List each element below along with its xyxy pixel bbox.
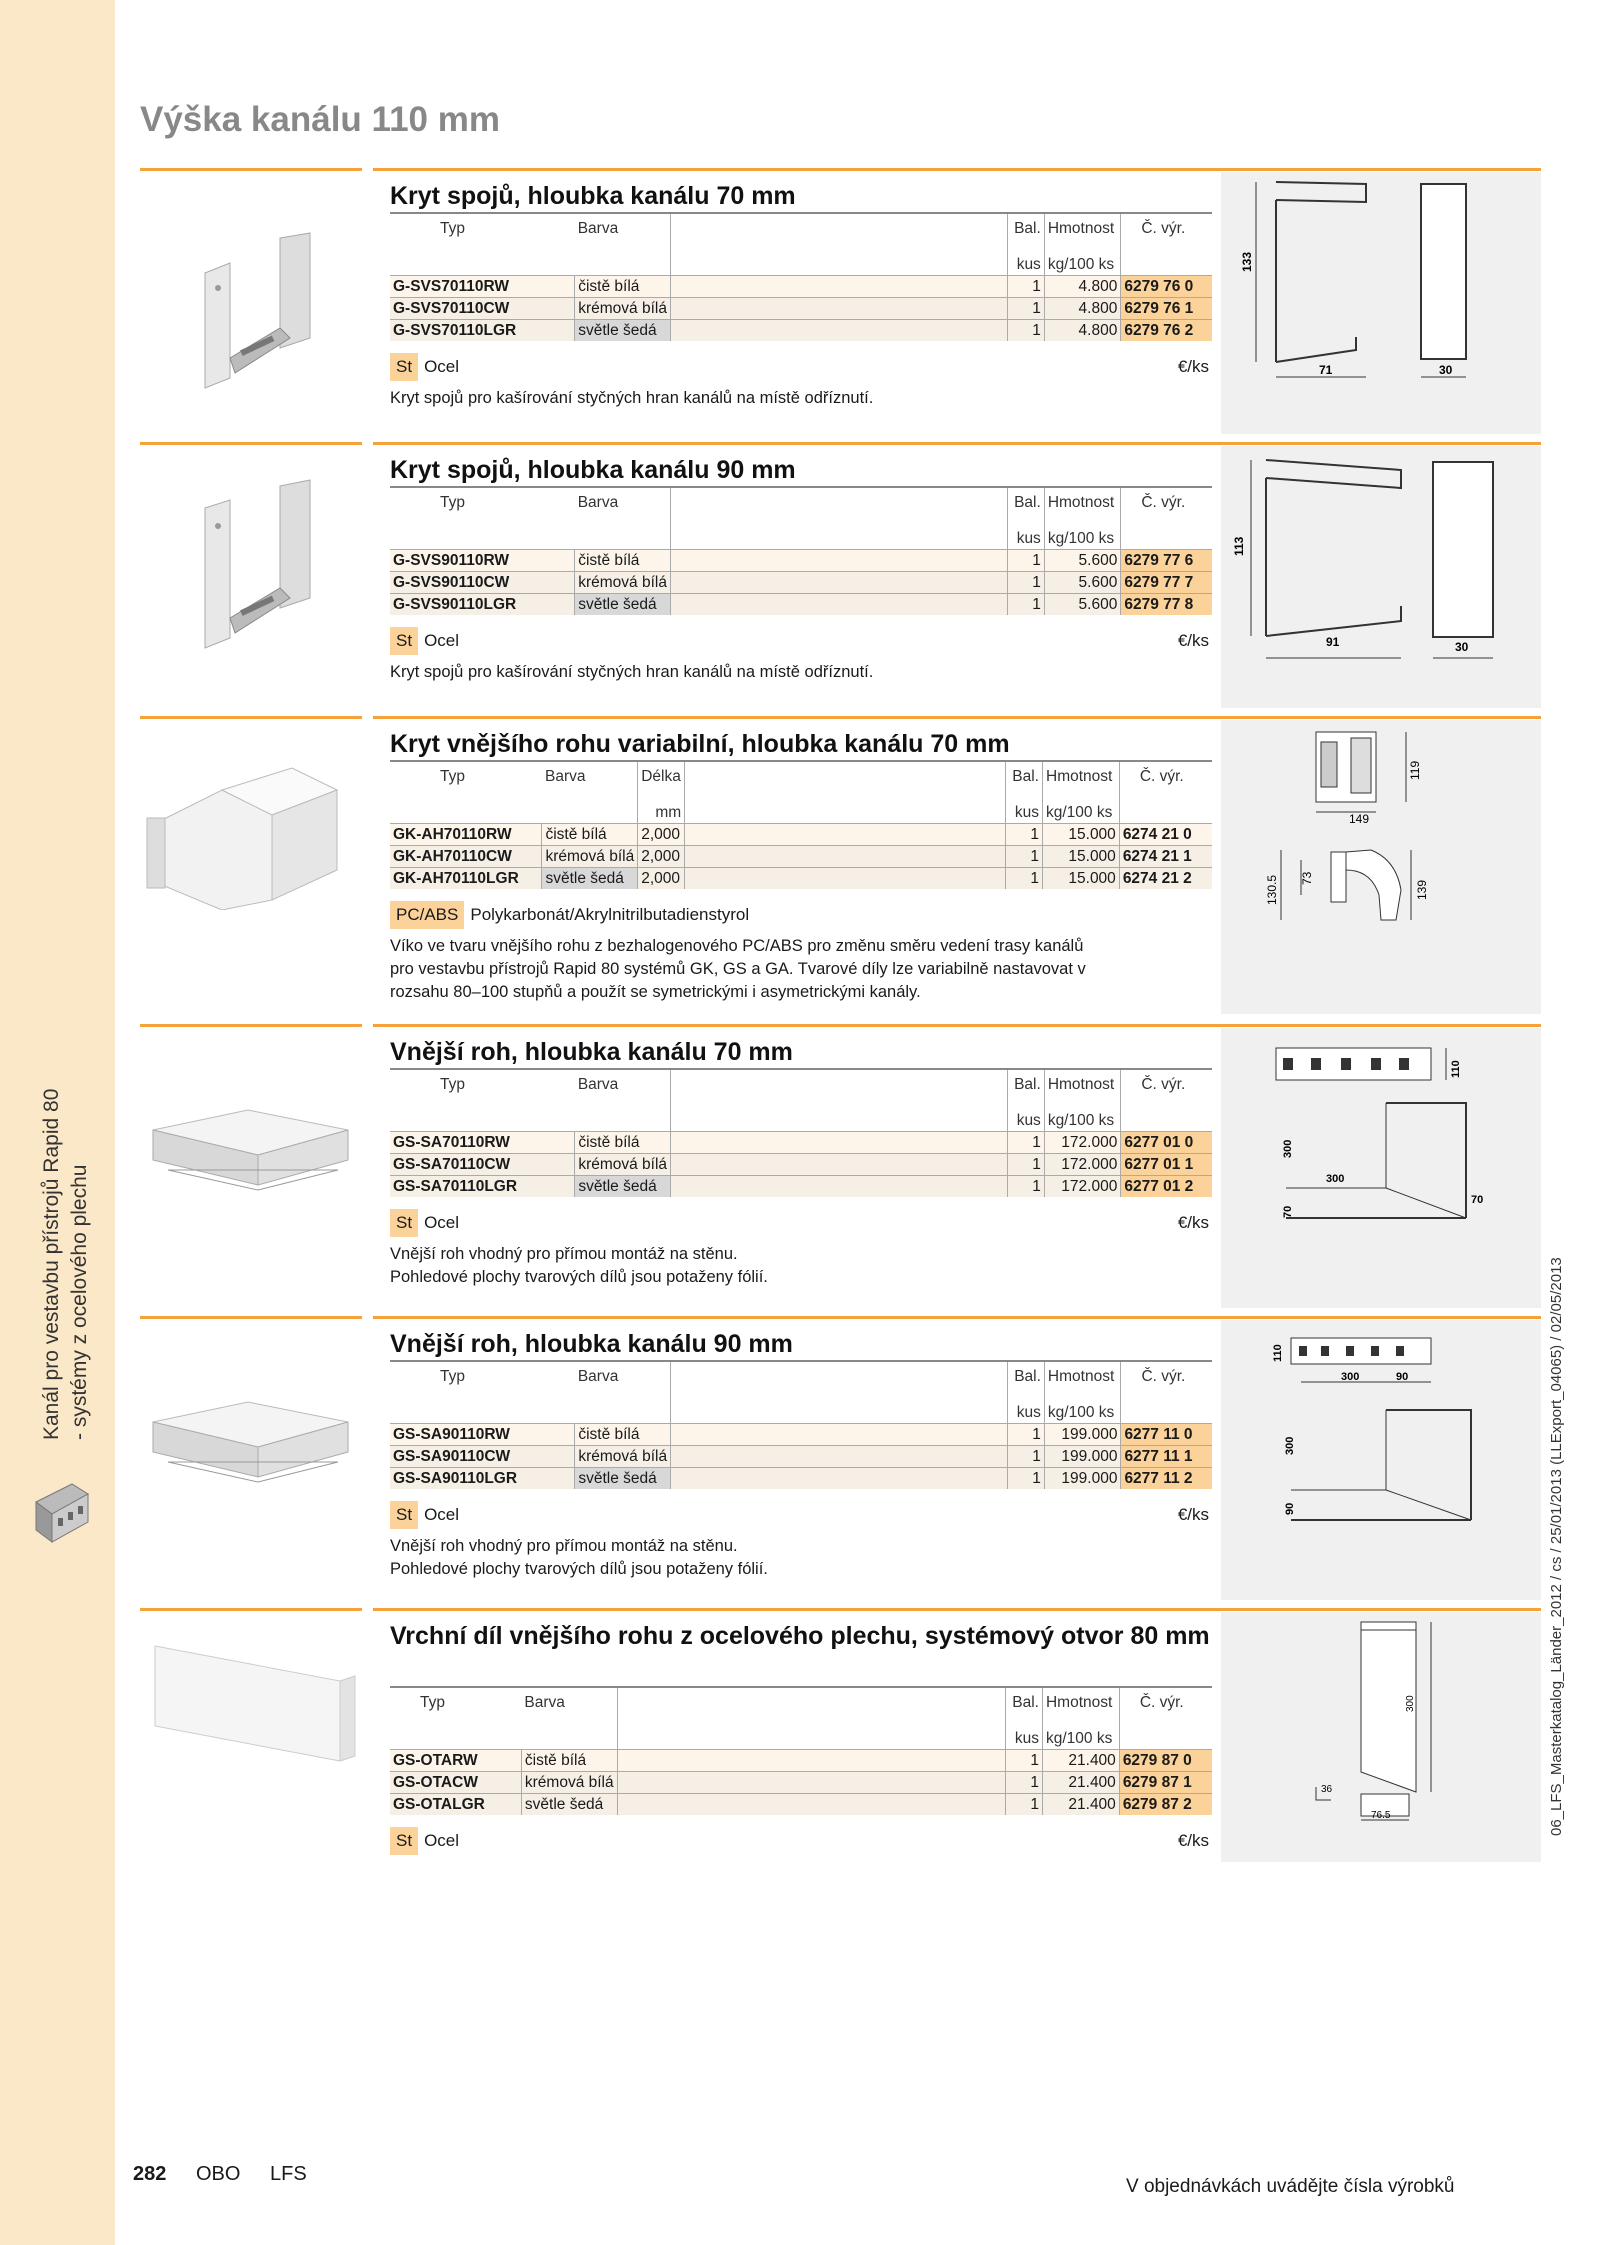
- dim-a: 110: [1450, 1060, 1462, 1078]
- description-line: Kryt spojů pro kašírování styčných hran kanálů na místě odříznutí.: [390, 389, 874, 407]
- row-hmotnost: 4.800: [1044, 276, 1121, 298]
- section-joint-cover-70: [390, 180, 1212, 410]
- row-hmotnost: 15.000: [1043, 824, 1120, 846]
- row-barva: světle šedá: [575, 1468, 671, 1490]
- table-row: [390, 1772, 1212, 1794]
- description-line: pro vestavbu přístrojů Rapid 80 systémů GK, GS a GA. Tvarové díly lze variabilně nastavovat v: [390, 960, 1086, 978]
- header-hmotnost: Hmotnost: [1044, 213, 1121, 254]
- row-bal: 1: [1008, 1176, 1045, 1198]
- table-row: [390, 868, 1212, 890]
- description-line: Kryt spojů pro kašírování styčných hran kanálů na místě odříznutí.: [390, 663, 874, 681]
- technical-drawing: [1221, 446, 1541, 708]
- table-row: [390, 1750, 1212, 1772]
- material-name: Ocel: [424, 1831, 460, 1850]
- row-typ: GS-OTALGR: [390, 1794, 521, 1816]
- header-hmotnost: Hmotnost: [1043, 761, 1120, 802]
- material-row: [390, 353, 1212, 381]
- row-bal: 1: [1006, 1794, 1043, 1816]
- material-code: St: [390, 627, 418, 655]
- dim-d: 70: [1282, 1205, 1294, 1218]
- table-row: [390, 1794, 1212, 1816]
- row-bal: 1: [1006, 1772, 1043, 1794]
- description-line: rozsahu 80–100 stupňů a použít se symetrickými i asymetrickými kanály.: [390, 983, 921, 1001]
- row-typ: GK-AH70110LGR: [390, 868, 542, 890]
- row-bal: 1: [1008, 1132, 1045, 1154]
- material-row: [390, 627, 1212, 655]
- row-bal: 1: [1006, 1750, 1043, 1772]
- technical-drawing: [1221, 720, 1541, 1014]
- row-barva: světle šedá: [575, 594, 671, 616]
- unit-kg: kg/100 ks: [1044, 528, 1121, 550]
- row-hmotnost: 21.400: [1042, 1750, 1119, 1772]
- row-article-number: 6277 11 0: [1121, 1424, 1212, 1446]
- header-bal: Bal.: [1008, 1069, 1045, 1110]
- section-title: Kryt vnějšího rohu variabilní, hloubka kanálu 70 mm: [390, 730, 1010, 758]
- dim-b: 300: [1282, 1139, 1294, 1158]
- technical-drawing: [1221, 1028, 1541, 1308]
- row-hmotnost: 21.400: [1042, 1794, 1119, 1816]
- material-name: Ocel: [424, 631, 460, 650]
- section-title: Vnější roh, hloubka kanálu 70 mm: [390, 1038, 793, 1066]
- row-typ: GS-OTACW: [390, 1772, 521, 1794]
- material-code: St: [390, 1501, 418, 1529]
- material-row: [390, 1209, 1212, 1237]
- material-name: Polykarbonát/Akrylnitrilbutadienstyrol: [470, 905, 750, 924]
- row-bal: 1: [1006, 868, 1043, 890]
- section-outer-corner-cover: [390, 728, 1212, 1004]
- row-barva: krémová bílá: [575, 572, 671, 594]
- row-hmotnost: 5.600: [1044, 594, 1121, 616]
- price-unit: €/ks: [1177, 357, 1209, 376]
- dim-b: 149: [1349, 812, 1370, 826]
- header-barva: Barva: [521, 1687, 617, 1728]
- row-delka: 2,000: [638, 824, 685, 846]
- row-barva: světle šedá: [575, 320, 671, 342]
- row-hmotnost: 4.800: [1044, 320, 1121, 342]
- row-bal: 1: [1008, 1424, 1045, 1446]
- product-description: [390, 661, 1212, 684]
- product-table: [390, 486, 1212, 615]
- row-typ: GK-AH70110RW: [390, 824, 542, 846]
- product-table: [390, 1360, 1212, 1489]
- unit-kus: kus: [1008, 1110, 1045, 1132]
- material-name: Ocel: [424, 357, 460, 376]
- row-hmotnost: 4.800: [1044, 298, 1121, 320]
- row-typ: GS-SA90110RW: [390, 1424, 575, 1446]
- section-rule-left: [140, 1024, 362, 1027]
- outer-corner-photo: [148, 1100, 358, 1210]
- header-bal: Bal.: [1008, 487, 1045, 528]
- row-delka: 2,000: [638, 868, 685, 890]
- section-title: Kryt spojů, hloubka kanálu 70 mm: [390, 182, 796, 210]
- row-article-number: 6279 76 2: [1121, 320, 1212, 342]
- row-bal: 1: [1008, 572, 1045, 594]
- header-typ: Typ: [390, 487, 575, 528]
- product-table: [390, 1686, 1212, 1815]
- row-article-number: 6277 11 1: [1121, 1446, 1212, 1468]
- cable-channel-icon: [32, 1482, 90, 1544]
- header-cvyr: Č. výr.: [1121, 1069, 1212, 1110]
- table-row: [390, 846, 1212, 868]
- row-barva: světle šedá: [521, 1794, 617, 1816]
- section-rule: [373, 716, 1541, 719]
- row-typ: GS-SA90110CW: [390, 1446, 575, 1468]
- row-barva: krémová bílá: [575, 1154, 671, 1176]
- material-row: [390, 1501, 1212, 1529]
- table-row: [390, 572, 1212, 594]
- row-hmotnost: 21.400: [1042, 1772, 1119, 1794]
- section-outer-corner-70: [390, 1036, 1212, 1289]
- product-description: [390, 1243, 1212, 1289]
- section-title: Kryt spojů, hloubka kanálu 90 mm: [390, 456, 796, 484]
- header-typ: Typ: [390, 1687, 521, 1728]
- header-delka: Délka: [638, 761, 685, 802]
- price-unit: €/ks: [1177, 1213, 1209, 1232]
- row-typ: G-SVS90110CW: [390, 572, 575, 594]
- joint-cover-photo: [190, 478, 330, 658]
- header-typ: Typ: [390, 213, 575, 254]
- row-article-number: 6279 77 8: [1121, 594, 1212, 616]
- header-barva: Barva: [575, 487, 671, 528]
- dim-d: 73: [1300, 871, 1314, 885]
- header-typ: Typ: [390, 761, 542, 802]
- section-rule-left: [140, 442, 362, 445]
- dim-depth: 30: [1439, 363, 1453, 377]
- row-article-number: 6279 77 6: [1121, 550, 1212, 572]
- header-bal: Bal.: [1006, 761, 1043, 802]
- row-bal: 1: [1008, 1446, 1045, 1468]
- unit-kus: kus: [1008, 528, 1045, 550]
- dim-c: 90: [1396, 1371, 1409, 1383]
- row-barva: čistě bílá: [542, 824, 638, 846]
- header-bal: Bal.: [1006, 1687, 1043, 1728]
- page-number: 282: [133, 2163, 167, 2185]
- row-hmotnost: 172.000: [1044, 1154, 1121, 1176]
- dim-d: 300: [1284, 1436, 1296, 1455]
- material-code: PC/ABS: [390, 901, 464, 929]
- header-barva: Barva: [575, 213, 671, 254]
- row-barva: čistě bílá: [575, 276, 671, 298]
- header-cvyr: Č. výr.: [1119, 1687, 1212, 1728]
- dim-c: 300: [1326, 1173, 1345, 1185]
- row-typ: GS-SA70110RW: [390, 1132, 575, 1154]
- material-code: St: [390, 1827, 418, 1855]
- row-barva: čistě bílá: [575, 550, 671, 572]
- row-article-number: 6277 01 2: [1121, 1176, 1212, 1198]
- section-rule: [373, 168, 1541, 171]
- row-bal: 1: [1008, 276, 1045, 298]
- section-corner-top-piece: [390, 1620, 1212, 1855]
- dim-width: 71: [1319, 363, 1333, 377]
- product-description: [390, 387, 1212, 410]
- header-barva: Barva: [575, 1361, 671, 1402]
- row-article-number: 6277 01 0: [1121, 1132, 1212, 1154]
- header-hmotnost: Hmotnost: [1044, 487, 1121, 528]
- table-row: [390, 1132, 1212, 1154]
- description-line: Vnější roh vhodný pro přímou montáž na stěnu.: [390, 1537, 738, 1555]
- price-unit: €/ks: [1177, 631, 1209, 650]
- table-row: [390, 1176, 1212, 1198]
- row-article-number: 6279 76 1: [1121, 298, 1212, 320]
- row-barva: světle šedá: [575, 1176, 671, 1198]
- material-code: St: [390, 1209, 418, 1237]
- unit-kg: kg/100 ks: [1044, 254, 1121, 276]
- material-code: St: [390, 353, 418, 381]
- row-barva: čistě bílá: [575, 1424, 671, 1446]
- table-row: [390, 1154, 1212, 1176]
- row-typ: G-SVS70110LGR: [390, 320, 575, 342]
- dim-e: 90: [1284, 1502, 1296, 1515]
- table-row: [390, 276, 1212, 298]
- section-rule: [373, 442, 1541, 445]
- brand-name: OBO: [196, 2163, 241, 2185]
- section-rule-left: [140, 1316, 362, 1319]
- row-hmotnost: 199.000: [1044, 1446, 1121, 1468]
- row-typ: G-SVS90110RW: [390, 550, 575, 572]
- row-bal: 1: [1008, 550, 1045, 572]
- row-article-number: 6279 76 0: [1121, 276, 1212, 298]
- header-hmotnost: Hmotnost: [1042, 1687, 1119, 1728]
- row-barva: krémová bílá: [521, 1772, 617, 1794]
- row-delka: 2,000: [638, 846, 685, 868]
- row-bal: 1: [1008, 298, 1045, 320]
- row-bal: 1: [1008, 1468, 1045, 1490]
- description-line: Vnější roh vhodný pro přímou montáž na stěnu.: [390, 1245, 738, 1263]
- section-title: Vnější roh, hloubka kanálu 90 mm: [390, 1330, 793, 1358]
- order-note: V objednávkách uvádějte čísla výrobků: [1126, 2176, 1455, 2197]
- sidebar-line1: Kanál pro vestavbu přístrojů Rapid 80: [40, 1088, 63, 1440]
- row-typ: GS-SA70110LGR: [390, 1176, 575, 1198]
- price-unit: €/ks: [1177, 1505, 1209, 1524]
- catalog-export-info: 06_LFS_Masterkatalog_Länder_2012 / cs / 25/01/2013 (LLExport_04065) / 02/05/2013: [1548, 1257, 1565, 1836]
- row-article-number: 6279 87 1: [1119, 1772, 1212, 1794]
- row-hmotnost: 15.000: [1043, 868, 1120, 890]
- section-rule: [373, 1608, 1541, 1611]
- material-name: Ocel: [424, 1213, 460, 1232]
- row-barva: čistě bílá: [521, 1750, 617, 1772]
- dim-a: 119: [1408, 760, 1422, 780]
- row-hmotnost: 199.000: [1044, 1424, 1121, 1446]
- row-article-number: 6277 11 2: [1121, 1468, 1212, 1490]
- section-rule-left: [140, 168, 362, 171]
- page-title: Výška kanálu 110 mm: [140, 100, 500, 139]
- outer-corner-cover-photo: [142, 760, 352, 910]
- header-cvyr: Č. výr.: [1121, 1361, 1212, 1402]
- section-joint-cover-90: [390, 454, 1212, 684]
- dim-a: 300: [1405, 1695, 1416, 1712]
- sidebar-category-text: [38, 1089, 94, 1440]
- row-bal: 1: [1006, 824, 1043, 846]
- description-line: Pohledové plochy tvarových dílů jsou potaženy fólií.: [390, 1268, 768, 1286]
- table-row: [390, 320, 1212, 342]
- unit-kg: kg/100 ks: [1042, 1728, 1119, 1750]
- product-description: [390, 935, 1212, 1004]
- unit-mm: mm: [638, 802, 685, 824]
- price-unit: €/ks: [1177, 1831, 1209, 1850]
- row-hmotnost: 172.000: [1044, 1176, 1121, 1198]
- unit-kg: kg/100 ks: [1043, 802, 1120, 824]
- table-row: [390, 1446, 1212, 1468]
- header-cvyr: Č. výr.: [1121, 213, 1212, 254]
- dim-width: 91: [1326, 635, 1340, 649]
- row-barva: krémová bílá: [575, 1446, 671, 1468]
- section-title: Vrchní díl vnějšího rohu z ocelového plechu, systémový otvor 80 mm: [390, 1622, 1210, 1650]
- unit-kus: kus: [1008, 1402, 1045, 1424]
- row-typ: G-SVS70110RW: [390, 276, 575, 298]
- unit-kus: kus: [1006, 1728, 1043, 1750]
- unit-kg: kg/100 ks: [1044, 1110, 1121, 1132]
- row-typ: GS-SA70110CW: [390, 1154, 575, 1176]
- technical-drawing: [1221, 172, 1541, 434]
- row-article-number: 6277 01 1: [1121, 1154, 1212, 1176]
- header-hmotnost: Hmotnost: [1044, 1361, 1121, 1402]
- row-hmotnost: 5.600: [1044, 572, 1121, 594]
- row-bal: 1: [1008, 594, 1045, 616]
- dim-height: 133: [1240, 251, 1254, 272]
- row-article-number: 6279 87 0: [1119, 1750, 1212, 1772]
- header-typ: Typ: [390, 1361, 575, 1402]
- material-row: [390, 901, 1212, 929]
- dim-a: 110: [1272, 1344, 1284, 1362]
- series-name: LFS: [270, 2163, 307, 2185]
- unit-kg: kg/100 ks: [1044, 1402, 1121, 1424]
- joint-cover-photo: [190, 228, 330, 398]
- dim-depth: 30: [1455, 640, 1469, 654]
- table-row: [390, 298, 1212, 320]
- dim-height: 113: [1232, 536, 1246, 556]
- row-typ: G-SVS90110LGR: [390, 594, 575, 616]
- header-barva: Barva: [575, 1069, 671, 1110]
- technical-drawing: [1221, 1612, 1541, 1862]
- table-row: [390, 1424, 1212, 1446]
- section-rule: [373, 1316, 1541, 1319]
- header-bal: Bal.: [1008, 213, 1045, 254]
- section-rule-left: [140, 716, 362, 719]
- row-hmotnost: 5.600: [1044, 550, 1121, 572]
- row-bal: 1: [1006, 846, 1043, 868]
- row-barva: krémová bílá: [542, 846, 638, 868]
- description-line: Pohledové plochy tvarových dílů jsou potaženy fólií.: [390, 1560, 768, 1578]
- product-table: [390, 212, 1212, 341]
- row-bal: 1: [1008, 320, 1045, 342]
- table-row: [390, 594, 1212, 616]
- section-outer-corner-90: [390, 1328, 1212, 1581]
- row-article-number: 6274 21 0: [1119, 824, 1212, 846]
- row-article-number: 6274 21 2: [1119, 868, 1212, 890]
- description-line: Víko ve tvaru vnějšího rohu z bezhalogenového PC/ABS pro změnu směru vedení trasy kanálů: [390, 937, 1084, 955]
- technical-drawing: [1221, 1320, 1541, 1600]
- section-rule: [373, 1024, 1541, 1027]
- dim-b: 300: [1341, 1371, 1360, 1383]
- row-typ: GK-AH70110CW: [390, 846, 542, 868]
- dim-c: 130.5: [1265, 874, 1279, 905]
- row-hmotnost: 172.000: [1044, 1132, 1121, 1154]
- sidebar-line2: - systémy z ocelového plechu: [68, 1164, 91, 1440]
- row-hmotnost: 15.000: [1043, 846, 1120, 868]
- header-bal: Bal.: [1008, 1361, 1045, 1402]
- product-table: [390, 760, 1212, 889]
- header-cvyr: Č. výr.: [1121, 487, 1212, 528]
- dim-c: 76.5: [1371, 1810, 1391, 1821]
- section-rule-left: [140, 1608, 362, 1611]
- row-article-number: 6274 21 1: [1119, 846, 1212, 868]
- unit-kus: kus: [1008, 254, 1045, 276]
- header-barva: Barva: [542, 761, 638, 802]
- row-article-number: 6279 77 7: [1121, 572, 1212, 594]
- dim-e: 70: [1471, 1194, 1484, 1206]
- row-article-number: 6279 87 2: [1119, 1794, 1212, 1816]
- material-row: [390, 1827, 1212, 1855]
- header-hmotnost: Hmotnost: [1044, 1069, 1121, 1110]
- product-description: [390, 1535, 1212, 1581]
- material-name: Ocel: [424, 1505, 460, 1524]
- row-typ: GS-OTARW: [390, 1750, 521, 1772]
- row-hmotnost: 199.000: [1044, 1468, 1121, 1490]
- table-row: [390, 824, 1212, 846]
- row-barva: krémová bílá: [575, 298, 671, 320]
- product-table: [390, 1068, 1212, 1197]
- table-row: [390, 550, 1212, 572]
- header-typ: Typ: [390, 1069, 575, 1110]
- row-barva: čistě bílá: [575, 1132, 671, 1154]
- corner-top-piece-photo: [150, 1636, 360, 1776]
- dim-b: 36: [1321, 1784, 1333, 1795]
- dim-e: 139: [1415, 879, 1429, 900]
- row-bal: 1: [1008, 1154, 1045, 1176]
- row-typ: GS-SA90110LGR: [390, 1468, 575, 1490]
- unit-kus: kus: [1006, 802, 1043, 824]
- outer-corner-photo: [148, 1392, 358, 1502]
- row-barva: světle šedá: [542, 868, 638, 890]
- table-row: [390, 1468, 1212, 1490]
- row-typ: G-SVS70110CW: [390, 298, 575, 320]
- header-cvyr: Č. výr.: [1119, 761, 1212, 802]
